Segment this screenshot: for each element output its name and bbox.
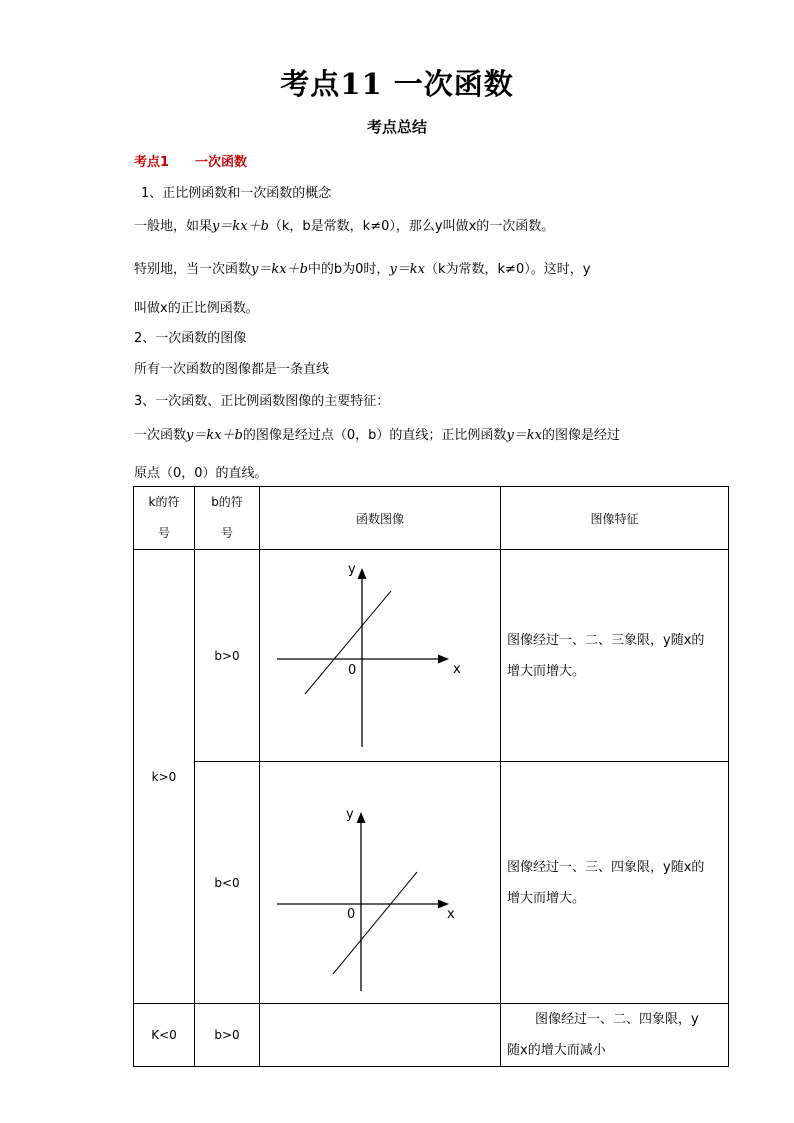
header-feature: 图像特征: [501, 487, 729, 550]
b-sign-cell: b<0: [195, 762, 260, 1004]
formula: y＝kx＋b: [212, 219, 269, 234]
table-row: [134, 762, 729, 1004]
section-label: 考点1: [134, 155, 170, 170]
x-axis-arrow: [438, 655, 449, 664]
text-span: 中的b为0时，: [307, 262, 390, 277]
x-axis-label: x: [447, 907, 455, 922]
graph-cell: [260, 762, 501, 1004]
line-graph-kpos-bneg: [260, 762, 500, 1000]
header-text: 号: [157, 526, 170, 540]
feature-cell: [501, 762, 729, 1004]
graph-cell: [260, 1004, 501, 1067]
feature-text: 随x的增大而减小: [507, 1043, 606, 1058]
header-text: b的符: [211, 495, 243, 509]
section-heading: [134, 151, 247, 170]
header-graph: 函数图像: [260, 487, 501, 550]
text-span: （k，b是常数，k≠0），那么y叫做x的一次函数。: [268, 219, 555, 234]
b-sign-cell: b>0: [195, 1004, 260, 1067]
text-span: 一般地，如果: [134, 219, 213, 234]
table-row: [134, 1004, 729, 1067]
function-line: [305, 591, 391, 694]
header-k-sign: [134, 487, 195, 550]
k-sign-cell: K<0: [134, 1004, 195, 1067]
text-span: 的图像是经过: [542, 428, 621, 443]
function-line: [333, 872, 417, 974]
y-axis-arrow: [357, 812, 366, 823]
paragraph-special-case-line2: 叫做x的正比例函数。: [134, 301, 259, 316]
paragraph-line-graph: 所有一次函数的图像都是一条直线: [134, 362, 330, 377]
line-graph-kpos-bpos: [260, 550, 500, 758]
header-text: k的符: [148, 495, 180, 509]
header-text: 号: [220, 526, 233, 540]
y-axis-arrow: [358, 568, 367, 579]
y-axis-label: y: [348, 562, 356, 577]
item-1-heading: 1、正比例函数和一次函数的概念: [141, 186, 332, 201]
table-row: [134, 550, 729, 762]
section-name: 一次函数: [195, 155, 248, 170]
table-header-row: [134, 487, 729, 550]
feature-text: 增大而增大。: [507, 890, 586, 906]
feature-cell: [501, 550, 729, 762]
feature-cell: [501, 1004, 729, 1067]
feature-text: 图像经过一、三、四象限，y随x的: [507, 859, 705, 875]
page-title: 考点11 一次函数: [280, 67, 514, 101]
text-span: （k为常数，k≠0）。这时，y: [425, 262, 591, 277]
y-axis-label: y: [346, 807, 354, 822]
b-sign-cell: b>0: [195, 550, 260, 762]
page-subtitle: 考点总结: [366, 118, 427, 136]
origin-label: 0: [347, 907, 356, 922]
features-table: [133, 486, 729, 1067]
text-span: 一次函数: [134, 428, 187, 443]
feature-text: 增大而增大。: [507, 663, 586, 679]
formula: y＝kx＋b: [186, 428, 243, 443]
origin-label: 0: [348, 663, 357, 678]
formula: y＝kx＋b: [251, 262, 308, 277]
graph-cell: [260, 550, 501, 762]
feature-text: 图像经过一、二、四象限，y: [535, 1012, 699, 1027]
paragraph-definition: [134, 215, 554, 234]
k-sign-cell: k>0: [134, 550, 195, 1004]
formula: y＝kx: [389, 262, 425, 277]
header-b-sign: [195, 487, 260, 550]
text-span: 的图像是经过点（0，b）的直线；正比例函数: [242, 428, 507, 443]
paragraph-special-case: [134, 258, 590, 277]
x-axis-label: x: [453, 662, 461, 677]
formula: y＝kx: [506, 428, 542, 443]
feature-text: 图像经过一、二、三象限，y随x的: [507, 632, 705, 648]
paragraph-features: [134, 424, 620, 443]
text-span: 特别地，当一次函数: [134, 262, 252, 277]
item-3-heading: 3、一次函数、正比例函数图像的主要特征：: [134, 394, 390, 409]
paragraph-features-line2: 原点（0，0）的直线。: [134, 466, 268, 481]
item-2-heading: 2、一次函数的图像: [134, 331, 247, 346]
